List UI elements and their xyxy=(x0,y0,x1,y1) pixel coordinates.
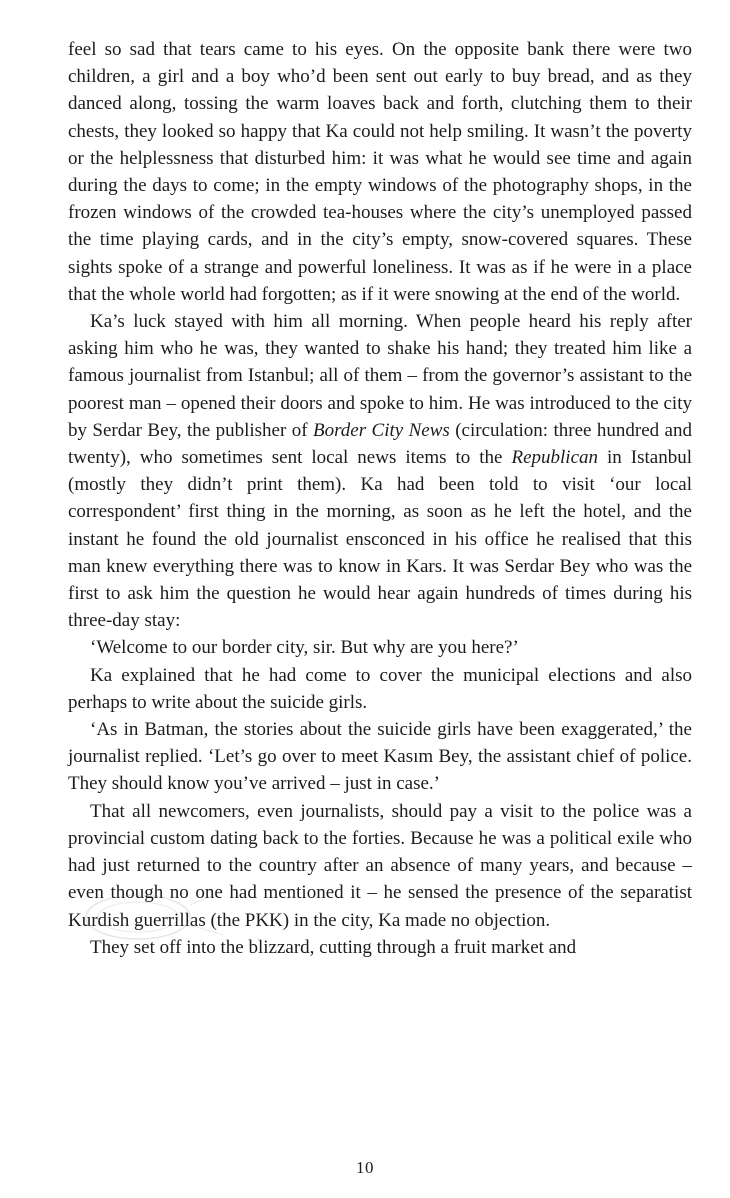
paragraph-2-text-a: Ka’s luck stayed with him all morning. When people heard his reply after asking him who he was, they wanted to shake his hand; they treated him like a famous journalist from Istanbul; all of them – from the governor’s assistant to the poorest man – opened their doors and spoke to him. He was introduced to the city by Serdar Bey, the publisher of xyxy=(68,311,692,441)
paragraph-6 xyxy=(68,798,692,934)
paragraph-5 xyxy=(68,716,692,798)
book-page-body xyxy=(68,36,692,961)
newspaper-title-republican: Republican xyxy=(511,447,599,469)
paragraph-2 xyxy=(68,308,692,634)
paragraph-1-text: feel so sad that tears came to his eyes. On the opposite bank there were two children, a girl and a boy who’d been sent out early to buy bread, and as they danced along, tossing the warm loaves back and forth, clutching them to their chests, they looked so happy that Ka could not help smiling. It wasn’t the poverty or the helplessness that disturbed him: it was what he would see time and again during the days to come; in the empty windows of the photography shops, in the frozen windows of the crowded tea-houses where the city’s unemployed passed the time playing cards, and in the city’s empty, snow-covered squares. These sights spoke of a strange and powerful loneliness. It was as if he were in a place that the whole world had forgotten; as if it were snowing at the end of the world. xyxy=(68,39,692,305)
paragraph-7 xyxy=(68,934,692,961)
paragraph-6-text: That all newcomers, even journalists, should pay a visit to the police was a provincial custom dating back to the forties. Because he was a political exile who had just returned to the country after an absence of many years, and because – even though no one had mentioned it – he sensed the presence of the separatist Kurdish guerrillas (the PKK) in the city, Ka made no objection. xyxy=(68,800,692,931)
paragraph-4 xyxy=(68,662,692,716)
paragraph-1 xyxy=(68,36,692,308)
paragraph-3-text: ‘Welcome to our border city, sir. But why are you here?’ xyxy=(90,637,519,659)
newspaper-title-border-city-news: Border City News xyxy=(312,419,450,441)
page-number: 10 xyxy=(356,1158,374,1177)
paragraph-5-text: ‘As in Batman, the stories about the suicide girls have been exaggerated,’ the journalist replied. ‘Let’s go over to meet Kasım Bey, the assistant chief of police. They should know you’ve arrived – just in case.’ xyxy=(68,719,692,795)
paragraph-2-text-c: in Istanbul (mostly they didn’t print them). Ka had been told to visit ‘our local correspondent’ first thing in the morning, as soon as he left the hotel, and the instant he found the old journalist ensconced in his office he realised that this man knew everything there was to know in Kars. It was Serdar Bey who was the first to ask him the question he would hear again hundreds of times during his three-day stay: xyxy=(68,447,692,632)
paragraph-2-text-b: (circulation: three hundred and twenty), who sometimes sent local news items to the xyxy=(68,419,692,469)
paragraph-4-text: Ka explained that he had come to cover the municipal elections and also perhaps to write about the suicide girls. xyxy=(68,664,692,713)
paragraph-3 xyxy=(68,634,692,661)
paragraph-7-text: They set off into the blizzard, cutting through a fruit market and xyxy=(90,936,577,958)
